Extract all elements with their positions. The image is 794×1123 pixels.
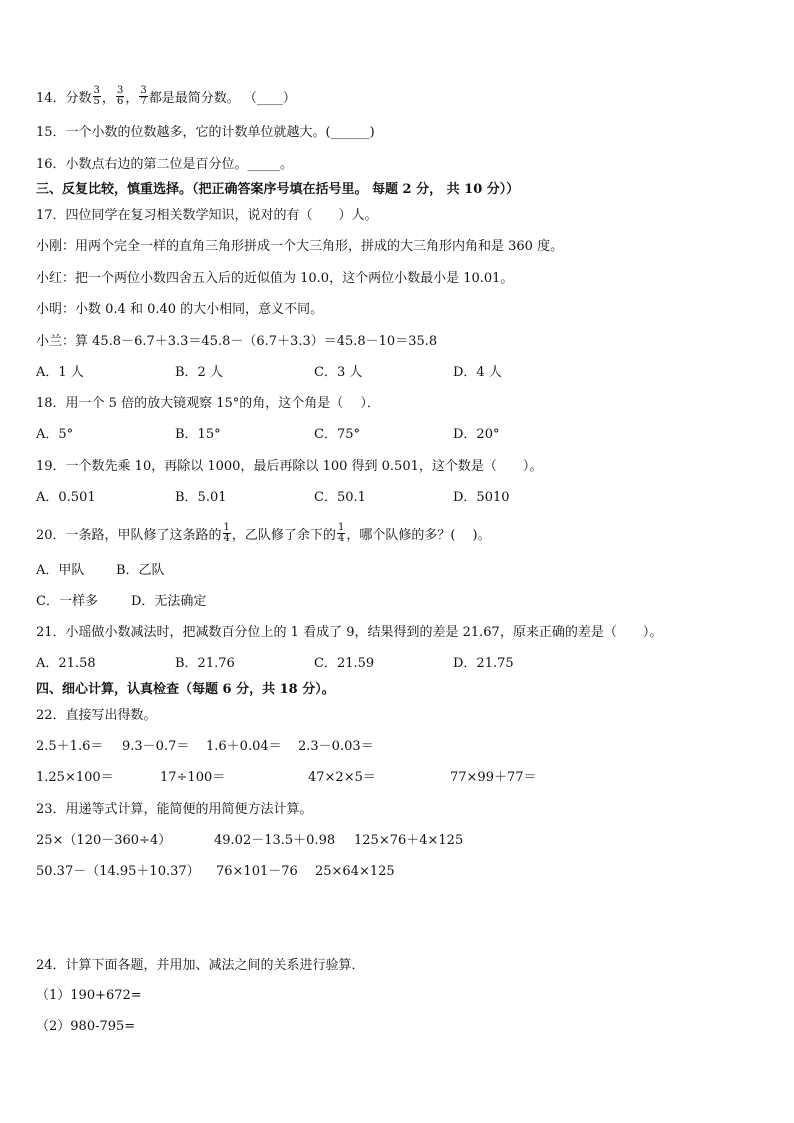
q20-options-row2	[36, 594, 206, 610]
option-b: B．21.76	[175, 656, 235, 671]
q14-prefix: 14．分数	[36, 91, 92, 106]
q21-options	[36, 656, 514, 672]
q22-row-1	[36, 739, 374, 755]
q17-statement-xiaogang: 小刚：用两个完全一样的直角三角形拼成一个大三角形，拼成的大三角形内角和是 360 度。	[36, 239, 564, 254]
question-24-stem: 24．计算下面各题，并用加、减法之间的关系进行验算．	[36, 958, 365, 973]
q14-suffix: 都是最简分数。 （____）	[148, 91, 296, 106]
option-c: C．一样多	[36, 594, 98, 609]
option-c: C．3 人	[314, 365, 363, 380]
option-a: A．甲队	[36, 563, 85, 578]
q20-options-row1	[36, 563, 165, 579]
q19-options	[36, 490, 510, 506]
calc-item: 77×99＋77＝	[450, 770, 537, 785]
option-b: B．2 人	[175, 365, 223, 380]
option-b: B．乙队	[116, 563, 165, 578]
option-c: C．21.59	[314, 656, 375, 671]
question-19-stem: 19．一个数先乘 10，再除以 1000，最后再除以 100 得到 0.501，这个数是（ ）。	[36, 459, 543, 474]
fraction-1-4: $\frac{1}{4}$	[223, 522, 230, 544]
fraction-3-6: $\frac{3}{6}$	[116, 85, 124, 107]
question-17-stem: 17．四位同学在复习相关数学知识，说对的有（ ）人。	[36, 208, 378, 223]
q17-statement-xiaoming: 小明：小数 0.4 和 0.40 的大小相同，意义不同。	[36, 302, 324, 317]
q18-options	[36, 427, 499, 443]
calc-item: 125×76＋4×125	[354, 833, 464, 848]
option-d: D．20°	[453, 427, 500, 442]
option-d: D．无法确定	[131, 594, 207, 609]
q17-statement-xiaohong: 小红：把一个两位小数四舍五入后的近似值为 10.0，这个两位小数最小是 10.01。	[36, 271, 514, 286]
question-20-stem: 20．一条路，甲队修了这条路的 $\frac{1}{4}$ ，乙队修了余下的 $\frac{1}{4}$ ，哪个队修的多？( )。	[36, 522, 491, 544]
option-b: B．5.01	[175, 490, 227, 505]
option-a: A．1 人	[36, 365, 84, 380]
section-3-heading: 三、反复比较，慎重选择。（把正确答案序号填在括号里。 每题 2 分， 共 10 分））	[36, 182, 520, 197]
option-d: D．21.75	[453, 656, 514, 671]
calc-item: 1.6＋0.04＝	[206, 739, 282, 754]
question-23-stem: 23．用递等式计算，能简便的用简便方法计算。	[36, 802, 313, 817]
calc-item: 50.37－（14.95＋10.37）	[36, 864, 200, 879]
q22-row-2	[36, 770, 537, 786]
calc-item: 25×64×125	[315, 864, 395, 879]
question-18-stem: 18．用一个 5 倍的放大镜观察 15°的角，这个角是（ ）．	[36, 396, 380, 411]
q17-statement-xiaolan: 小兰：算 45.8－6.7＋3.3＝45.8－（6.7＋3.3）＝45.8－10＝35.8	[36, 334, 438, 349]
question-22-stem: 22．直接写出得数。	[36, 708, 157, 723]
calc-item: 1.25×100＝	[36, 770, 114, 785]
option-c: C．50.1	[314, 490, 366, 505]
fraction-3-5: $\frac{3}{5}$	[93, 85, 100, 107]
option-b: B．15°	[175, 427, 221, 442]
q17-options	[36, 365, 502, 381]
q24-part-2: （2）980-795=	[36, 1019, 136, 1034]
question-21-stem: 21．小瑶做小数减法时，把减数百分位上的 1 看成了 9，结果得到的差是 21.67，原来正确的差是（ ）。	[36, 625, 663, 640]
fraction-1-4: $\frac{1}{4}$	[337, 522, 345, 544]
question-14: 14．分数 $\frac{3}{5}$ ， $\frac{3}{6}$ ， $\frac{3}{7}$ 都是最简分数。 （____）	[36, 85, 296, 107]
calc-item: 76×101－76	[216, 864, 298, 879]
option-a: A．0.501	[36, 490, 96, 505]
calc-item: 25×（120－360÷4）	[36, 833, 172, 848]
q23-row-2	[36, 864, 395, 880]
fraction-3-7: $\frac{3}{7}$	[140, 85, 147, 107]
question-16: 16．小数点右边的第二位是百分位。_____。	[36, 157, 294, 172]
q23-row-1	[36, 833, 463, 849]
q24-part-1: （1）190+672=	[36, 988, 142, 1003]
calc-item: 2.5＋1.6＝	[36, 739, 104, 754]
option-d: D．5010	[453, 490, 510, 505]
section-4-heading: 四、细心计算，认真检查（每题 6 分，共 18 分）。	[36, 682, 335, 697]
question-15: 15．一个小数的位数越多，它的计数单位就越大。(______)	[36, 125, 375, 140]
calc-item: 17÷100＝	[160, 770, 226, 785]
option-a: A．21.58	[36, 656, 96, 671]
calc-item: 2.3－0.03＝	[298, 739, 374, 754]
calc-item: 9.3－0.7＝	[122, 739, 190, 754]
option-c: C．75°	[314, 427, 360, 442]
calc-item: 47×2×5＝	[308, 770, 376, 785]
option-d: D．4 人	[453, 365, 502, 380]
calc-item: 49.02－13.5＋0.98	[214, 833, 336, 848]
option-a: A．5°	[36, 427, 74, 442]
